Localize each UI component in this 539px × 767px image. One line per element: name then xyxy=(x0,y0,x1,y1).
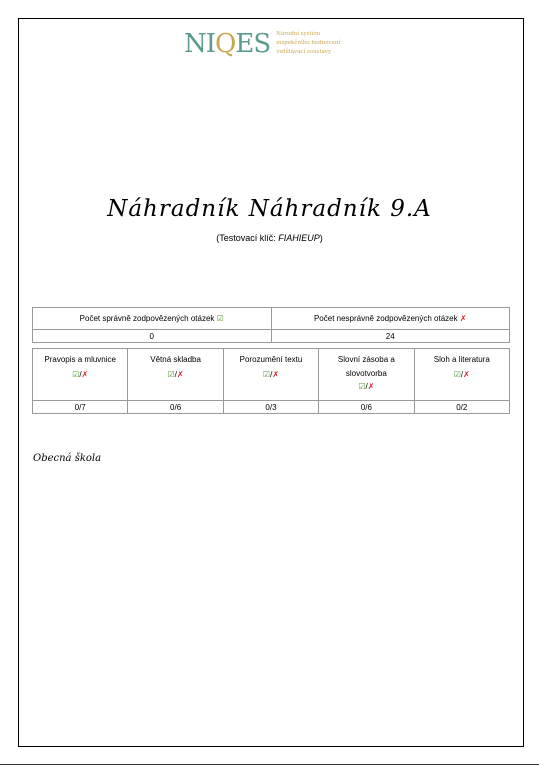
category-label: Sloh a literatura xyxy=(433,355,490,364)
check-cross-icons: ☑/✗ xyxy=(358,382,375,391)
test-key-value: FIAHIEUP xyxy=(278,233,320,243)
cross-icon: ✗ xyxy=(176,370,184,379)
logo-subtitle-line: Národní systém xyxy=(276,31,321,37)
logo-subtitle-line: vzdělávací soustavy xyxy=(276,49,332,55)
cross-icon: ✗ xyxy=(272,370,280,379)
category-header xyxy=(128,349,223,401)
checkmark-icon: ☑ xyxy=(216,314,224,323)
page-bottom-divider xyxy=(0,764,539,765)
test-key-close: ) xyxy=(319,233,323,243)
category-score: 0/6 xyxy=(128,401,223,414)
cross-icon: ✗ xyxy=(463,370,470,379)
category-label: Větná skladba xyxy=(150,355,201,364)
category-label: Pravopis a mluvnice xyxy=(44,355,116,364)
category-score: 0/2 xyxy=(414,401,509,414)
checkmark-icon: ☑ xyxy=(453,370,461,379)
category-table xyxy=(32,348,510,414)
check-cross-icons: ☑/✗ xyxy=(167,370,184,379)
category-header xyxy=(33,349,128,401)
category-score: 0/3 xyxy=(223,401,318,414)
checkmark-icon: ☑ xyxy=(358,382,366,391)
logo-subtitle-line: inspekčního hodnocení xyxy=(276,40,341,46)
checkmark-icon: ☑ xyxy=(72,370,80,379)
category-label: Porozumění textu xyxy=(239,355,303,364)
logo-wordmark: NIQES xyxy=(184,29,271,59)
check-cross-icons: ☑/✗ xyxy=(262,370,280,379)
cross-icon: ✗ xyxy=(81,370,89,379)
category-score: 0/6 xyxy=(319,401,414,414)
summary-table xyxy=(32,307,510,343)
category-header xyxy=(414,349,509,401)
correct-header xyxy=(33,308,272,330)
checkmark-icon: ☑ xyxy=(262,370,271,379)
niqes-logo xyxy=(184,27,340,61)
check-cross-icons: ☑/✗ xyxy=(453,370,470,379)
incorrect-value: 24 xyxy=(271,330,510,343)
test-key-label: (Testovací klíč: xyxy=(216,233,276,243)
category-score: 0/7 xyxy=(33,401,128,414)
incorrect-label: Počet nesprávně zodpovězených otázek xyxy=(313,314,458,323)
category-header xyxy=(319,349,414,401)
correct-label: Počet správně zodpovězených otázek xyxy=(79,314,215,323)
correct-value: 0 xyxy=(33,330,272,343)
category-label: Slovní zásoba a slovotvorba xyxy=(337,355,395,378)
cross-icon: ✗ xyxy=(459,314,467,323)
test-key xyxy=(0,233,539,243)
check-cross-icons: ☑/✗ xyxy=(72,370,89,379)
student-name-title: Náhradník Náhradník 9.A xyxy=(107,196,432,222)
school-name: Obecná škola xyxy=(33,453,102,464)
category-header xyxy=(223,349,318,401)
logo-subtitle xyxy=(276,30,340,57)
incorrect-header xyxy=(271,308,510,330)
checkmark-icon: ☑ xyxy=(167,370,175,379)
cross-icon: ✗ xyxy=(367,382,375,391)
